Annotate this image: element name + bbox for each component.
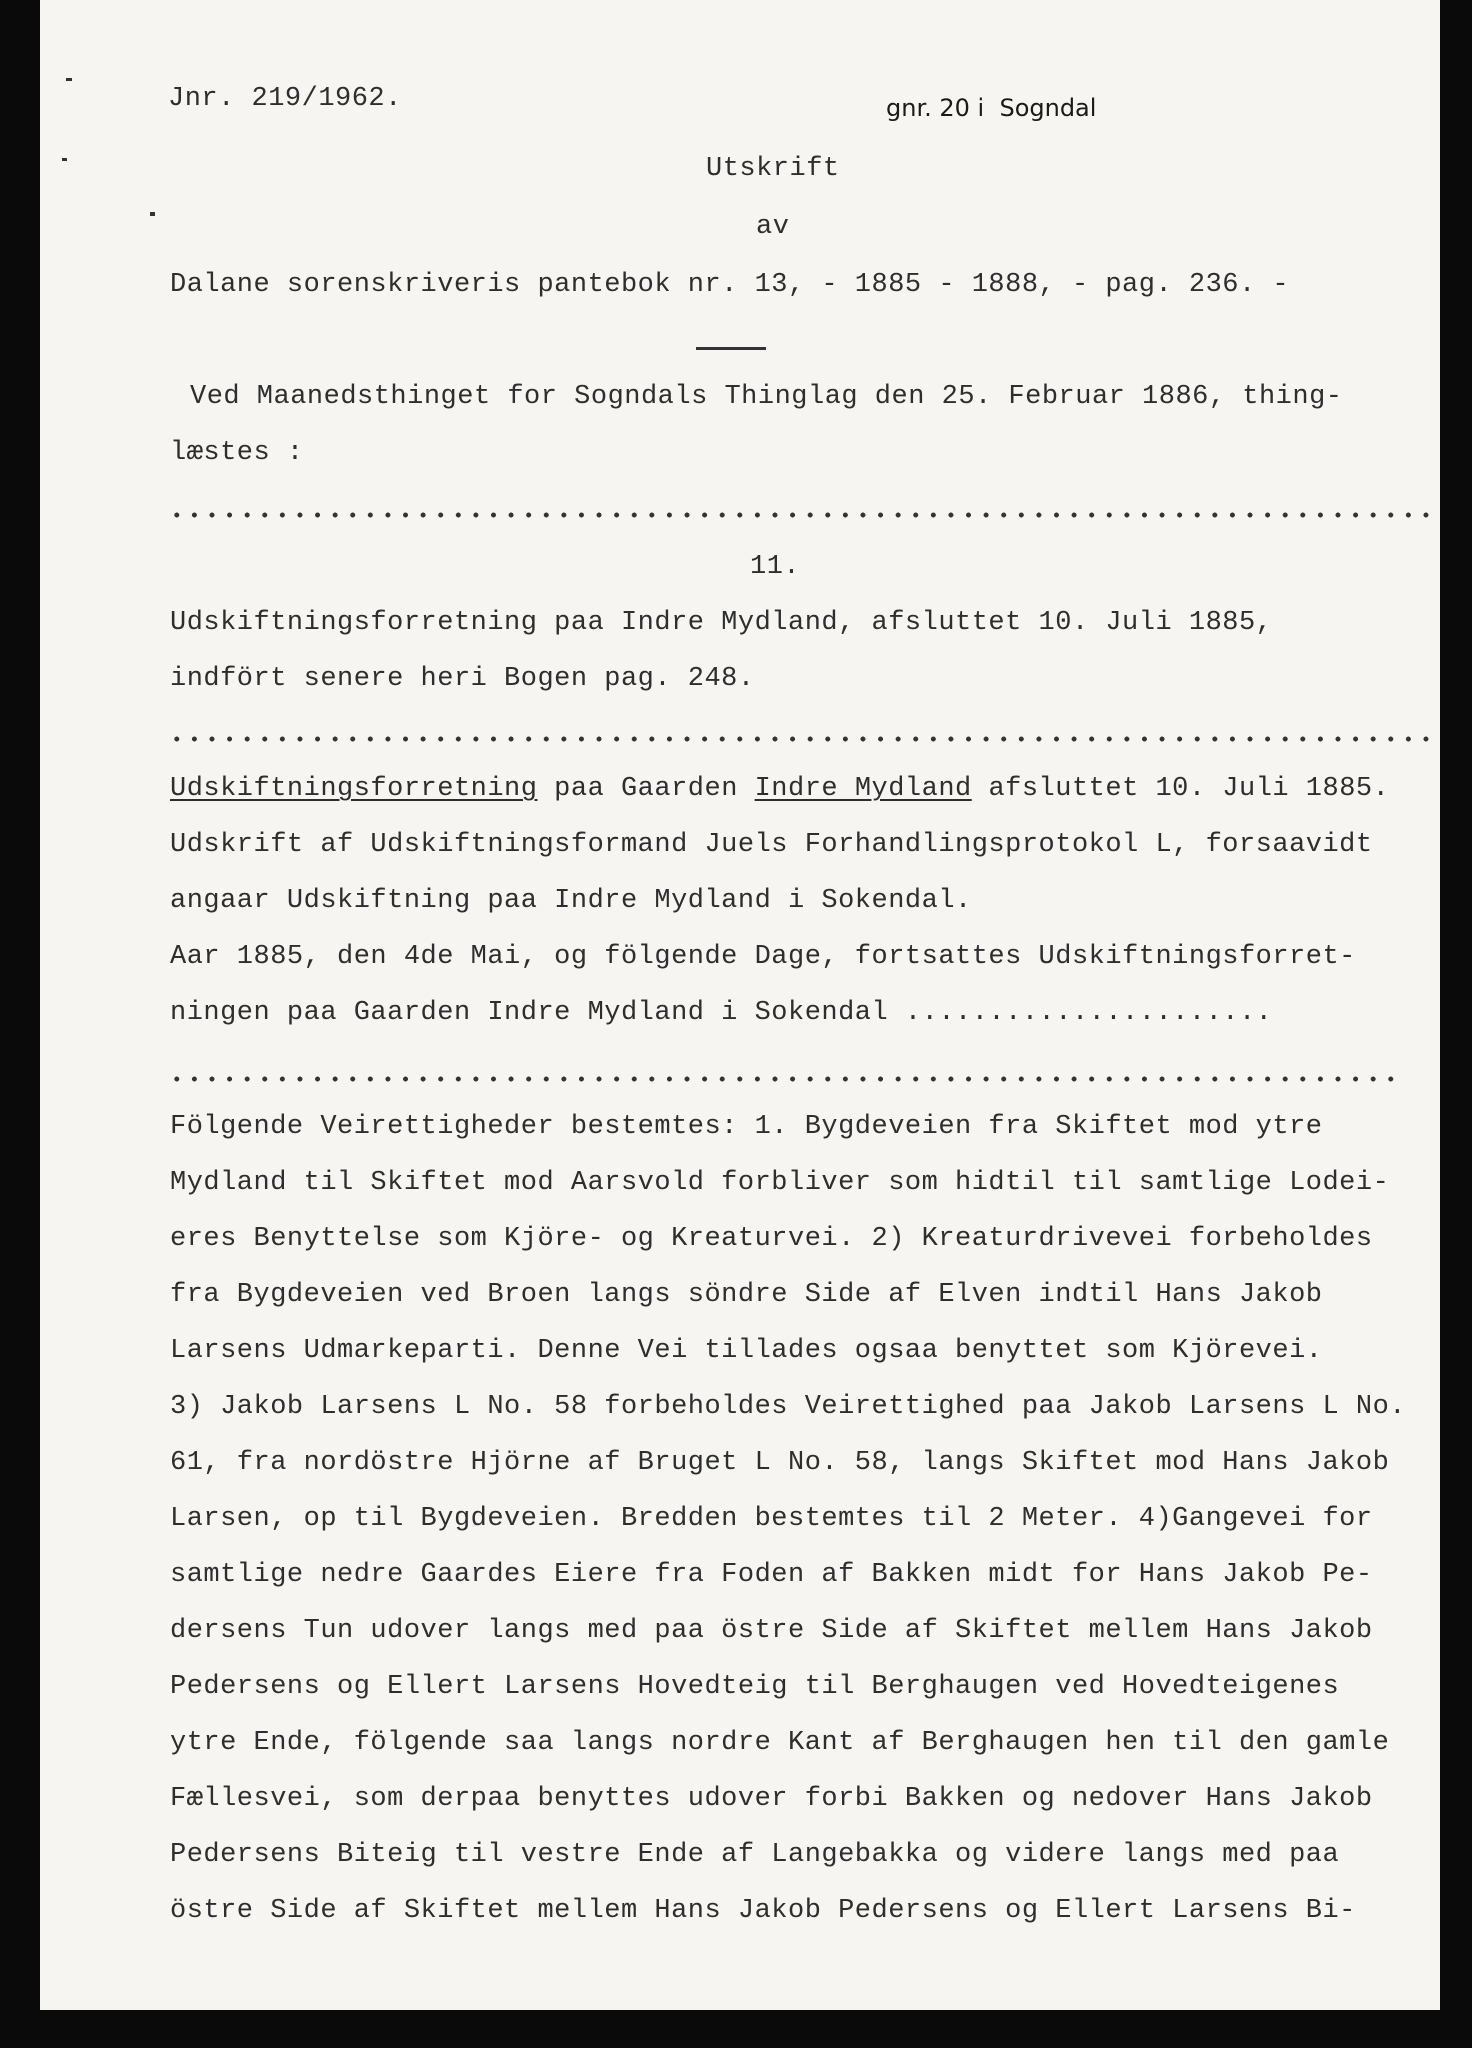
handwritten-property-note: gnr. 20 i Sogndal xyxy=(886,94,1097,122)
body-line: Udskrift af Udskiftningsformand Juels Forhandlingsprotokol L, forsaavidt xyxy=(170,830,1373,860)
body-line: Fölgende Veirettigheder bestemtes: 1. Bygdeveien fra Skiftet mod ytre xyxy=(170,1112,1323,1142)
title-av: av xyxy=(756,212,790,242)
body-line: Larsen, op til Bygdeveien. Bredden bestemtes til 2 Meter. 4)Gangevei for xyxy=(170,1504,1373,1534)
body-line: Fællesvei, som derpaa benyttes udover forbi Bakken og nedover Hans Jakob xyxy=(170,1784,1373,1814)
body-line: Larsens Udmarkeparti. Denne Vei tillades ogsaa benyttet som Kjörevei. xyxy=(170,1336,1323,1366)
body-line: ytre Ende, fölgende saa langs nordre Kant af Berghaugen hen til den gamle xyxy=(170,1728,1390,1758)
body-line: östre Side af Skiftet mellem Hans Jakob Pedersens og Ellert Larsens Bi- xyxy=(170,1896,1356,1926)
dotted-separator xyxy=(168,735,1440,743)
entry-line: Udskiftningsforretning paa Indre Mydland, afsluttet 10. Juli 1885, xyxy=(170,608,1273,638)
dotted-separator xyxy=(168,1075,1398,1083)
margin-mark xyxy=(62,158,67,161)
entry-number: 11. xyxy=(750,552,801,582)
underlined-term: Udskiftningsforretning xyxy=(170,774,538,804)
underlined-term: Indre Mydland xyxy=(754,774,972,804)
body-line: Udskiftningsforretning paa Gaarden Indre Mydland afsluttet 10. Juli 1885. xyxy=(170,774,1390,804)
document-page xyxy=(40,0,1440,2010)
title-divider xyxy=(696,347,766,350)
body-line: angaar Udskiftning paa Indre Mydland i Sokendal. xyxy=(170,886,972,916)
body-line: dersens Tun udover langs med paa östre Side af Skiftet mellem Hans Jakob xyxy=(170,1616,1373,1646)
journal-number: Jnr. 219/1962. xyxy=(168,84,402,114)
body-line: samtlige nedre Gaardes Eiere fra Foden af Bakken midt for Hans Jakob Pe- xyxy=(170,1560,1373,1590)
title-utskrift: Utskrift xyxy=(706,154,840,184)
body-line: Pedersens og Ellert Larsens Hovedteig til Berghaugen ved Hovedteigenes xyxy=(170,1672,1340,1702)
body-line: 61, fra nordöstre Hjörne af Bruget L No. 58, langs Skiftet mod Hans Jakob xyxy=(170,1448,1390,1478)
intro-line: Ved Maanedsthinget for Sogndals Thinglag den 25. Februar 1886, thing- xyxy=(190,382,1343,412)
body-line: ningen paa Gaarden Indre Mydland i Sokendal ...................... xyxy=(170,998,1273,1028)
body-line: Aar 1885, den 4de Mai, og fölgende Dage, fortsattes Udskiftningsforret- xyxy=(170,942,1356,972)
margin-mark xyxy=(150,212,155,216)
body-line: 3) Jakob Larsens L No. 58 forbeholdes Veirettighed paa Jakob Larsens L No. xyxy=(170,1392,1406,1422)
body-line: Pedersens Biteig til vestre Ende af Langebakka og videre langs med paa xyxy=(170,1840,1340,1870)
intro-line: læstes : xyxy=(170,438,304,468)
body-line: fra Bygdeveien ved Broen langs söndre Side af Elven indtil Hans Jakob xyxy=(170,1280,1323,1310)
margin-mark xyxy=(66,78,72,81)
title-source: Dalane sorenskriveris pantebok nr. 13, - 1885 - 1888, - pag. 236. - xyxy=(170,270,1290,300)
entry-line: indfört senere heri Bogen pag. 248. xyxy=(170,664,755,694)
dotted-separator xyxy=(168,511,1440,519)
body-line: Mydland til Skiftet mod Aarsvold forbliver som hidtil til samtlige Lodei- xyxy=(170,1168,1390,1198)
body-line: eres Benyttelse som Kjöre- og Kreaturvei. 2) Kreaturdrivevei forbeholdes xyxy=(170,1224,1373,1254)
